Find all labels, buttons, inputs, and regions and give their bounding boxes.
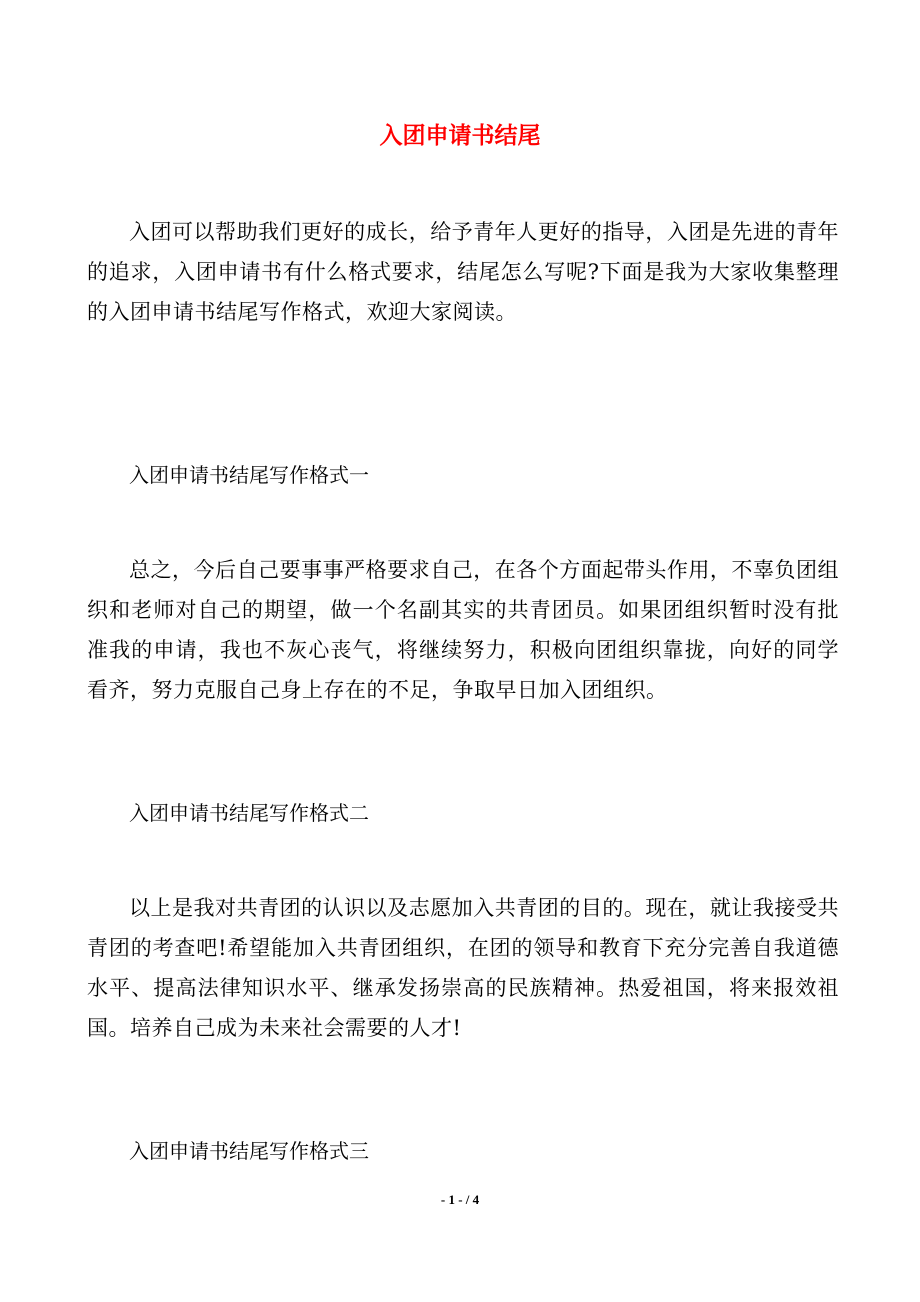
intro-paragraph: 入团可以帮助我们更好的成长，给予青年人更好的指导，入团是先进的青年的追求，入团申请书有什么格式要求，结尾怎么写呢?下面是我为大家收集整理的入团申请书结尾写作格式，欢迎大家阅读。 bbox=[87, 220, 839, 324]
page-number: - 1 - / 4 bbox=[440, 1192, 480, 1207]
section-heading-3: 入团申请书结尾写作格式三 bbox=[129, 1139, 369, 1163]
section-heading-2: 入团申请书结尾写作格式二 bbox=[129, 801, 369, 825]
section-heading-1: 入团申请书结尾写作格式一 bbox=[129, 463, 369, 487]
section-paragraph-1: 总之，今后自己要事事严格要求自己，在各个方面起带头作用，不辜负团组织和老师对自己的期望，做一个名副其实的共青团员。如果团组织暂时没有批准我的申请，我也不灰心丧气，将继续努力，积极向团组织靠拢，向好的同学看齐，努力克服自己身上存在的不足，争取早日加入团组织。 bbox=[87, 558, 839, 702]
document-title: 入团申请书结尾 bbox=[379, 123, 541, 149]
section-paragraph-2: 以上是我对共青团的认识以及志愿加入共青团的目的。现在，就让我接受共青团的考查吧!希望能加入共青团组织，在团的领导和教育下充分完善自我道德水平、提高法律知识水平、继承发扬崇高的民族精神。热爱祖国，将来报效祖国。培养自己成为未来社会需要的人才! bbox=[87, 896, 839, 1040]
